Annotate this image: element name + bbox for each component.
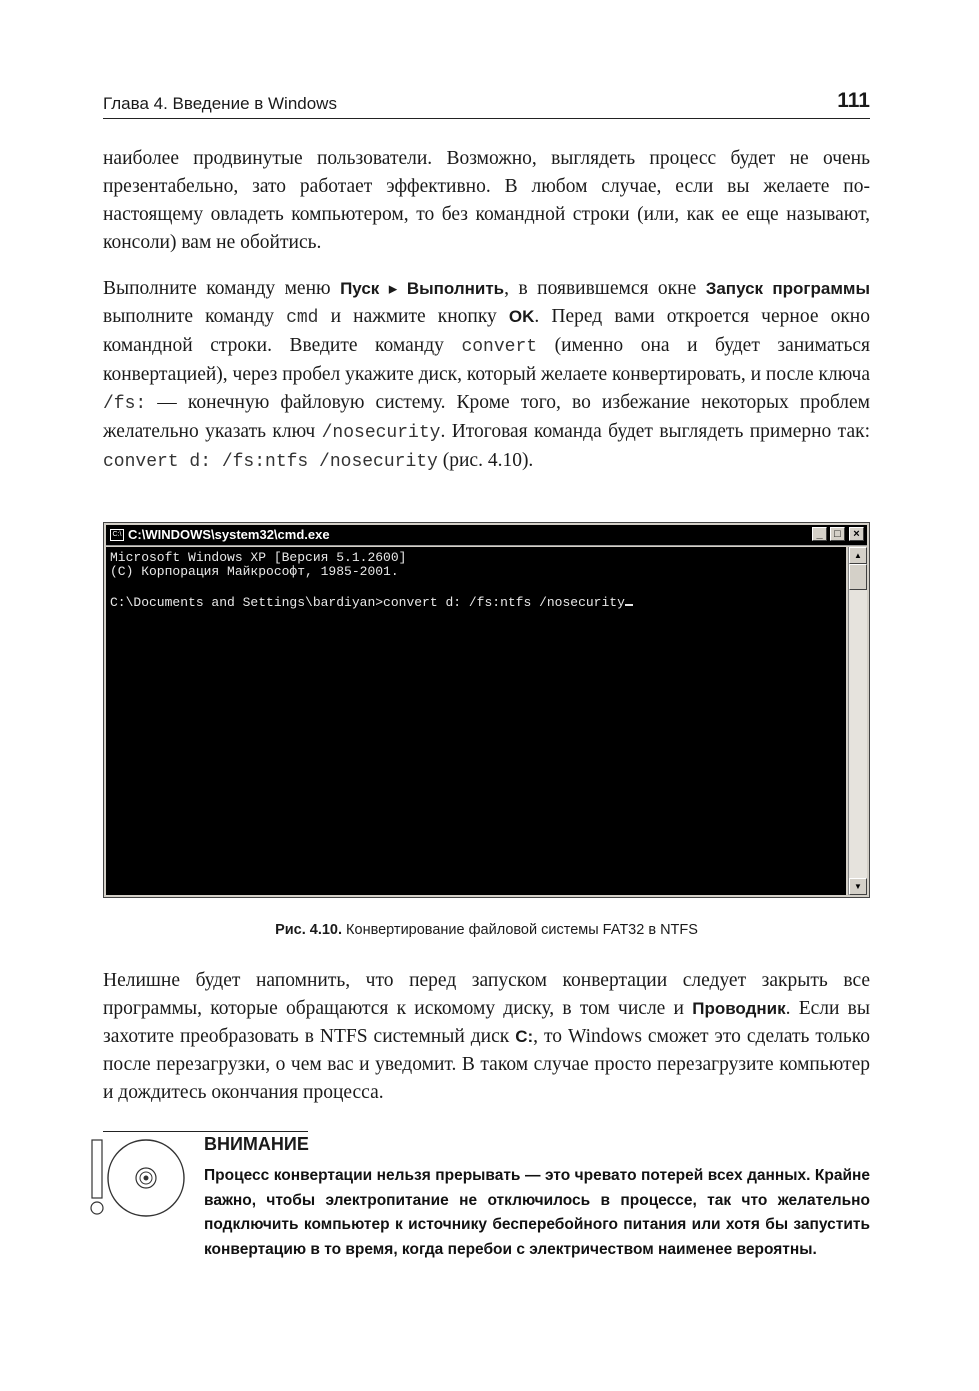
paragraph-intro: наиболее продвинутые пользователи. Возможно, выглядеть процесс будет не очень презентабельно, зато работает эффективно. В любом случае, если вы желаете по-настоящему овладеть компьютером, то без командной строки (или, как ее еще называют, консоли) вам не обойтись. [103,148,870,253]
figure-caption [103,922,870,938]
close-button[interactable]: × [849,527,864,541]
text-run: и нажмите кнопку [318,306,509,327]
fs-code: /fs: [103,394,147,414]
figure-caption-text: Конвертирование файловой системы FAT32 в NTFS [342,922,698,938]
scroll-thumb[interactable] [849,564,867,590]
chapter-title: Глава 4. Введение в Windows [103,94,337,113]
drive-label: C: [515,1027,534,1046]
text-run: — конечную файловую систему. Кроме того, во избежание некоторых проблем желательно указать ключ [103,392,870,442]
console-prompt-line [110,593,846,610]
minimize-button[interactable]: _ [812,527,827,541]
cmd-window [103,522,870,898]
nosecurity-code: /nosecurity [321,423,441,443]
text-run: (рис. 4.10). [437,450,534,471]
console-app-icon[interactable]: C:\ [110,529,124,541]
menu-run-label: Выполнить [406,279,505,298]
console-line: Microsoft Windows XP [Версия 5.1.2600] [110,550,407,565]
warning-text: Процесс конвертации нельзя прерывать — это чревато потерей всех данных. Крайне важно, чтобы электропитание не отключилось в процессе, так что желательно подключить компьютер к источнику бесперебойного питания или хотя бы запустить конвертацию в то время, когда перебои с электричеством наименее вероятны. [204,1167,870,1258]
text-run: , то Windows сможет это сделать только после перезагрузки, о чем вас и уведомит. В таком случае просто перезагрузите компьютер и дождитесь окончания процесса. [103,1026,871,1103]
page-number: 111 [837,89,870,112]
page-header [103,89,870,119]
figure-label: Рис. 4.10. [275,922,343,938]
warning-divider [103,1131,308,1132]
console-line: (C) Корпорация Майкрософт, 1985-2001. [110,564,399,579]
ok-button-label: OK [508,307,535,326]
warning-disc-icon [86,1138,188,1218]
text-cursor [625,593,633,606]
console-output[interactable] [106,547,846,895]
text-run: . Итоговая команда будет выглядеть примерно так: [440,421,870,442]
text-run: . Перед вами откроется черное окно командной строки. Введите команду [103,306,870,356]
cmd-code: cmd [286,308,319,328]
console-line [110,579,846,593]
warning-title: ВНИМАНИЕ [204,1134,309,1154]
window-titlebar[interactable] [106,525,867,546]
maximize-button[interactable]: □ [830,527,845,541]
text-run: , в появившемся окне [504,278,706,299]
text-run: . Если вы захотите преобразовать в NTFS системный диск [103,998,870,1047]
paragraph-reminder [103,967,870,1107]
console-command: C:\Documents and Settings\bardiyan>convert d: /fs:ntfs /nosecurity [110,595,625,610]
paragraph-instructions [103,275,870,476]
window-title: C:\WINDOWS\system32\cmd.exe [128,527,330,542]
text-run: Выполните команду меню [103,278,341,299]
menu-start-label: Пуск [340,279,380,298]
vertical-scrollbar[interactable] [848,547,867,895]
scroll-up-icon[interactable]: ▲ [849,547,867,564]
scroll-down-icon[interactable]: ▼ [849,878,867,895]
convert-code: convert [461,337,538,357]
explorer-label: Проводник [692,999,786,1018]
run-dialog-name: Запуск программы [705,279,871,298]
full-command-code: convert d: /fs:ntfs /nosecurity [103,452,438,472]
text-run: (именно она и будет заниматься конвертацией), через пробел укажите диск, который желаете конвертировать, и после ключа [103,335,871,385]
text-run: Нелишне будет напомнить, что перед запуском конвертации следует закрыть все программы, которые обращаются к искомому диску, в том числе и [103,970,870,1019]
menu-arrow-icon: ▸ [388,279,398,298]
text-run: выполните команду [103,306,287,327]
